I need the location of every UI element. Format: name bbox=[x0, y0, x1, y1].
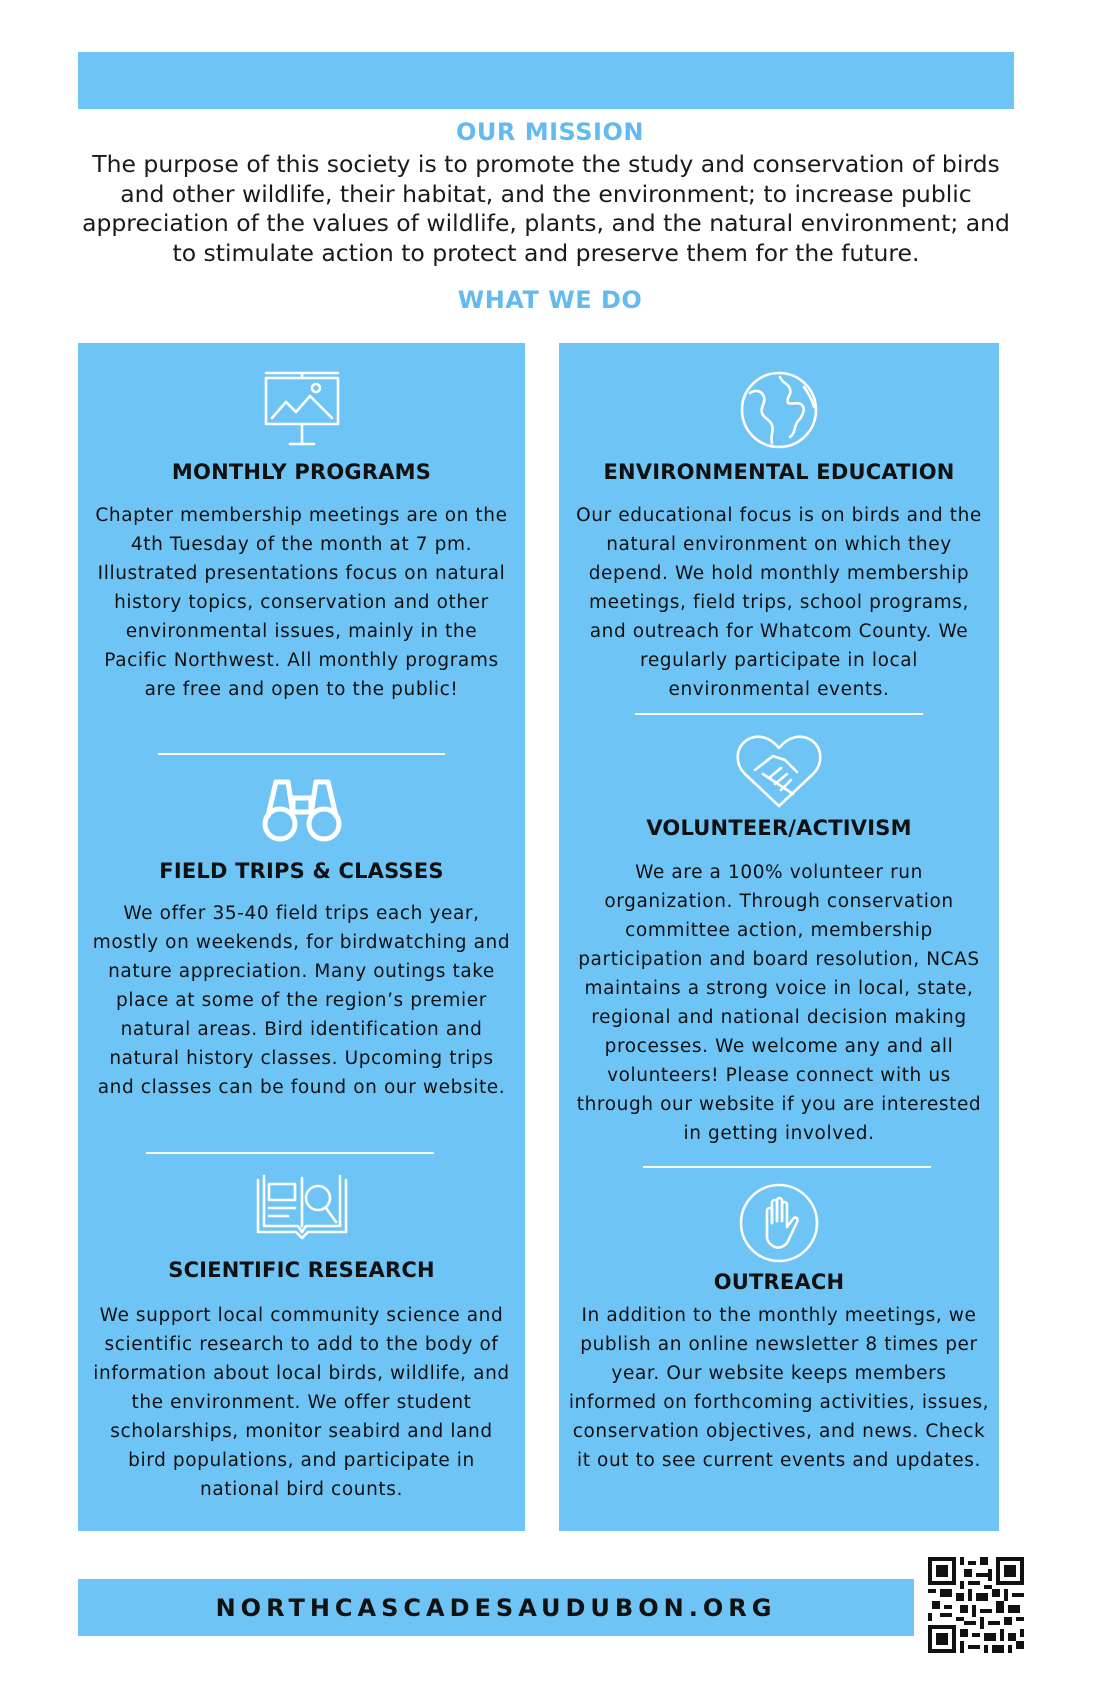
scientific-research-title-wrap bbox=[78, 1258, 525, 1282]
environmental-education-title: ENVIRONMENTAL EDUCATION bbox=[603, 460, 955, 484]
volunteer-section bbox=[559, 730, 999, 815]
book-magnifier-icon bbox=[78, 1170, 525, 1249]
raised-hand-icon bbox=[559, 1181, 999, 1270]
field-trips-body-wrap bbox=[78, 899, 525, 1102]
divider bbox=[635, 713, 923, 715]
globe-icon bbox=[559, 369, 999, 456]
right-column bbox=[559, 343, 999, 1531]
field-trips-title: FIELD TRIPS & CLASSES bbox=[159, 859, 444, 883]
volunteer-body-wrap bbox=[559, 858, 999, 1148]
presentation-board-icon bbox=[78, 368, 525, 457]
website-link[interactable]: NORTHCASCADESAUDUBON.ORG bbox=[215, 1593, 777, 1622]
monthly-programs-section bbox=[78, 368, 525, 457]
scientific-research-title: SCIENTIFIC RESEARCH bbox=[168, 1258, 435, 1282]
left-column bbox=[78, 343, 525, 1531]
monthly-programs-title: MONTHLY PROGRAMS bbox=[171, 460, 432, 484]
outreach-section bbox=[559, 1181, 999, 1270]
monthly-programs-body: Chapter membership meetings are on the 4th Tuesday of the month at 7 pm. Illustrated presentations focus on natural history topics, conservation and other environmental issues, mainly in the Pacific Northwest. All monthly programs are free and open to the public! bbox=[95, 505, 508, 700]
outreach-body: In addition to the monthly meetings, we publish an online newsletter 8 times per year. Our website keeps members informed on forthcoming activities, issues, conservation objectives, and news. Check it out to see current events and updates. bbox=[568, 1305, 990, 1471]
volunteer-title: VOLUNTEER/ACTIVISM bbox=[646, 816, 912, 840]
monthly-programs-body-wrap bbox=[78, 501, 525, 704]
binoculars-icon bbox=[78, 768, 525, 849]
scientific-research-section bbox=[78, 1170, 525, 1249]
volunteer-body: We are a 100% volunteer run organization. Through conservation committee action, membership participation and board resolution, NCAS maintains a strong voice in local, state, regional and national decision making processes. We welcome any and all volunteers! Please connect with us through our website if you are interested in getting involved. bbox=[576, 862, 982, 1144]
scientific-research-body: We support local community science and scientific research to add to the body of information about local birds, wildlife, and the environment. We offer student scholarships, monitor seabird and land bird populations, and participate in national bird counts. bbox=[93, 1305, 510, 1500]
field-trips-body: We offer 35-40 field trips each year, mostly on weekends, for birdwatching and nature appreciation. Many outings take place at some of the region’s premier natural areas. Bird identification and natural history classes. Upcoming trips and classes can be found on our website. bbox=[92, 903, 511, 1098]
field-trips-section bbox=[78, 768, 525, 849]
qr-code-icon bbox=[928, 1557, 1024, 1653]
outreach-title: OUTREACH bbox=[713, 1270, 845, 1294]
scientific-research-body-wrap bbox=[78, 1301, 525, 1504]
outreach-title-wrap bbox=[559, 1270, 999, 1294]
footer-banner bbox=[78, 1579, 914, 1636]
monthly-programs-title-wrap bbox=[78, 460, 525, 484]
top-banner bbox=[78, 52, 1014, 109]
environmental-education-section bbox=[559, 369, 999, 456]
what-we-do-heading: WHAT WE DO bbox=[457, 286, 643, 314]
divider bbox=[643, 1166, 931, 1168]
environmental-education-body: Our educational focus is on birds and the natural environment on which they depend. We hold monthly membership meetings, field trips, school programs, and outreach for Whatcom County. We regularly participate in local environmental events. bbox=[576, 505, 982, 700]
heart-handshake-icon bbox=[559, 730, 999, 815]
environmental-education-body-wrap bbox=[559, 501, 999, 704]
volunteer-title-wrap bbox=[559, 816, 999, 840]
field-trips-title-wrap bbox=[78, 859, 525, 883]
outreach-body-wrap bbox=[559, 1301, 999, 1475]
mission-heading: OUR MISSION bbox=[456, 118, 644, 146]
divider bbox=[158, 753, 445, 755]
mission-text: The purpose of this society is to promote the study and conservation of birds and other wildlife, their habitat, and the environment; to increase public appreciation of the values of wildlife, plants, and the natural environment; and to stimulate action to protect and preserve them for the future. bbox=[82, 150, 1010, 267]
environmental-education-title-wrap bbox=[559, 460, 999, 484]
divider bbox=[146, 1152, 434, 1154]
